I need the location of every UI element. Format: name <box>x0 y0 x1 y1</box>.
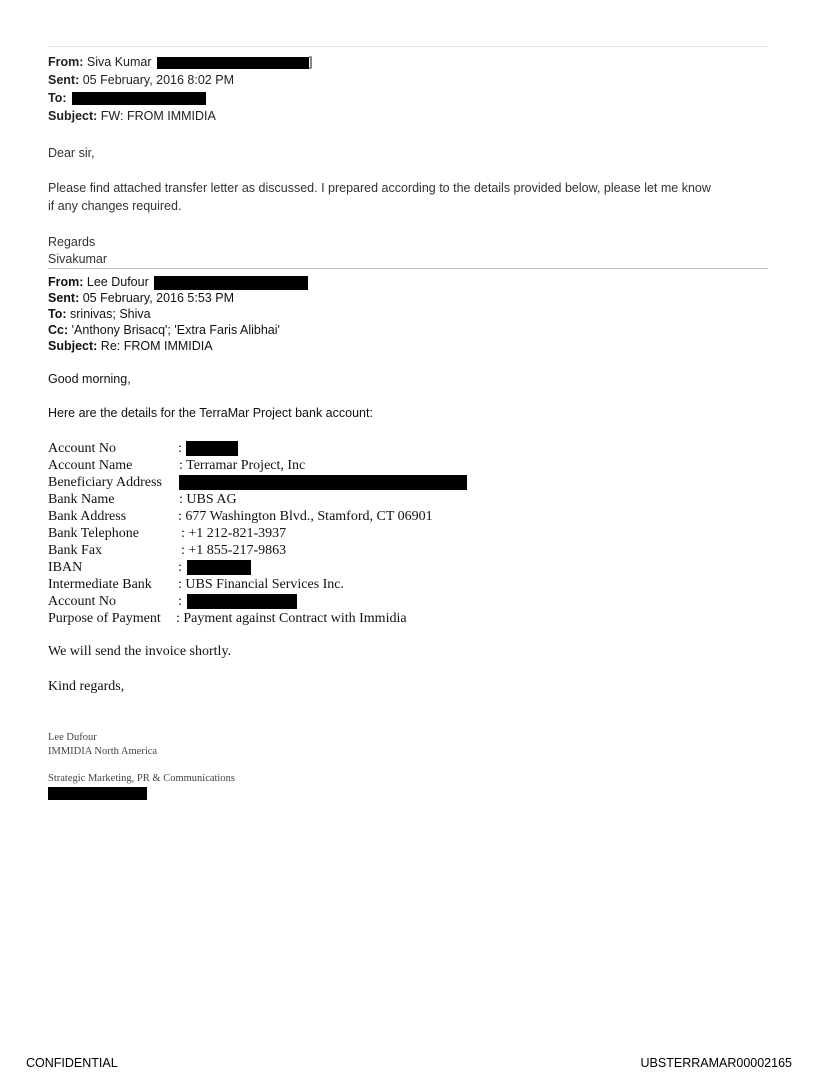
beneficiary-address-label: Beneficiary Address <box>48 475 162 490</box>
footer-confidential: CONFIDENTIAL <box>26 1056 118 1070</box>
iban-value: : <box>178 560 182 575</box>
email2-to-label: To: <box>48 307 67 321</box>
email2-sent-line <box>48 290 234 306</box>
redaction-block <box>48 787 147 800</box>
email1-closing: Regards <box>48 235 96 249</box>
email1-greeting: Dear sir, <box>48 146 95 160</box>
purpose-of-payment-value: : Payment against Contract with Immidia <box>176 611 407 626</box>
email2-cc-value: 'Anthony Brisacq'; 'Extra Faris Alibhai' <box>71 323 280 337</box>
redaction-block <box>72 92 206 105</box>
account-name-value: : Terramar Project, Inc <box>179 458 306 473</box>
iban-label: IBAN <box>48 560 83 575</box>
email1-to-label: To: <box>48 91 67 105</box>
email2-closing: Kind regards, <box>48 679 125 694</box>
email2-from-value: Lee Dufour <box>86 275 149 289</box>
bank-fax-label: Bank Fax <box>48 543 103 558</box>
email1-body-line2: if any changes required. <box>48 199 182 213</box>
account-no-label: Account No <box>48 441 117 456</box>
sig-org: IMMIDIA North America <box>48 746 158 757</box>
account-details <box>48 440 568 630</box>
intermediate-account-no-label: Account No <box>48 594 117 609</box>
footer-bates-number: UBSTERRAMAR00002165 <box>640 1056 792 1070</box>
redaction-block <box>179 475 467 490</box>
email2-sent-value: 05 February, 2016 5:53 PM <box>82 291 234 305</box>
redaction-block <box>186 441 238 456</box>
email1-subject-line <box>48 107 216 125</box>
email2-cc-label: Cc: <box>48 323 69 337</box>
redaction-block <box>187 594 297 609</box>
email2-from-line <box>48 274 308 290</box>
email1-body-line1: Please find attached transfer letter as discussed. I prepared according to the details provided below, please let me know <box>48 181 711 195</box>
email1-from-label: From: <box>48 55 84 69</box>
email1-subject-value: FW: FROM IMMIDIA <box>100 109 216 123</box>
top-divider <box>48 46 768 47</box>
email2-cc-line <box>48 322 280 338</box>
email2-subject-label: Subject: <box>48 339 98 353</box>
redaction-block <box>157 57 309 69</box>
invoice-line: We will send the invoice shortly. <box>48 644 232 659</box>
email1-sent-label: Sent: <box>48 73 80 87</box>
bank-telephone-label: Bank Telephone <box>48 526 139 541</box>
account-name-label: Account Name <box>48 458 133 473</box>
email2-from-label: From: <box>48 275 84 289</box>
email2-to-value: srinivas; Shiva <box>70 307 151 321</box>
intermediate-bank-label: Intermediate Bank <box>48 577 152 592</box>
email1-from-trail: ] <box>309 55 313 69</box>
email2-to-line <box>48 306 151 322</box>
email2-greeting: Good morning, <box>48 372 131 386</box>
bank-telephone-value: : +1 212-821-3937 <box>181 526 287 541</box>
email1-from-line <box>48 53 312 71</box>
email2-subject-line <box>48 338 213 354</box>
email2-sent-label: Sent: <box>48 291 80 305</box>
email1-subject-label: Subject: <box>48 109 98 123</box>
email1-from-value: Siva Kumar <box>86 55 152 69</box>
email2-subject-value: Re: FROM IMMIDIA <box>100 339 213 353</box>
email-divider <box>48 268 768 269</box>
sig-name: Lee Dufour <box>48 732 97 743</box>
redaction-block <box>187 560 251 575</box>
bank-address-value: : 677 Washington Blvd., Stamford, CT 06901 <box>178 509 433 524</box>
email1-signature: Sivakumar <box>48 252 108 266</box>
purpose-of-payment-label: Purpose of Payment <box>48 611 161 626</box>
bank-address-label: Bank Address <box>48 509 127 524</box>
bank-fax-value: : +1 855-217-9863 <box>181 543 287 558</box>
bank-name-label: Bank Name <box>48 492 115 507</box>
intermediate-account-no-value: : <box>178 594 182 609</box>
sig-dept: Strategic Marketing, PR & Communications <box>48 773 235 784</box>
email2-intro: Here are the details for the TerraMar Project bank account: <box>48 406 373 420</box>
redaction-block <box>154 276 308 290</box>
account-no-value: : <box>178 441 182 456</box>
email1-sent-value: 05 February, 2016 8:02 PM <box>82 73 234 87</box>
bank-name-value: : UBS AG <box>179 492 237 507</box>
email1-to-line <box>48 89 206 107</box>
email1-sent-line <box>48 71 234 89</box>
intermediate-bank-value: : UBS Financial Services Inc. <box>178 577 345 592</box>
